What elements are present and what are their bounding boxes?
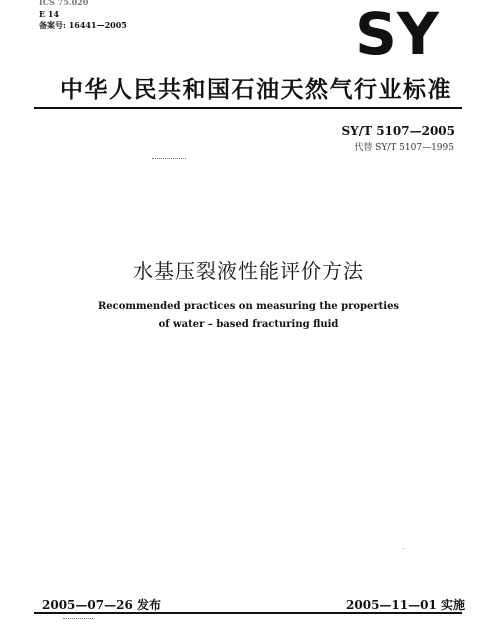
scan-speck <box>403 548 404 549</box>
classification-code: E 14 <box>39 9 60 19</box>
dotted-mark <box>152 158 186 159</box>
sy-logo <box>342 7 452 59</box>
standard-category-title: 中华人民共和国石油天然气行业标准 <box>60 77 452 103</box>
sy-logo-text: SY <box>355 7 439 59</box>
record-number: 备案号: 16441—2005 <box>39 20 127 30</box>
document-title-english-line-1: Recommended practices on measuring the properties <box>97 301 400 312</box>
replaces-standard: 代替 SY/T 5107—1995 <box>354 143 454 153</box>
issue-date: 2005—07—26 发布 <box>42 598 161 612</box>
standard-number: SY/T 5107—2005 <box>341 124 455 138</box>
implementation-date: 2005—11—01 实施 <box>346 598 465 612</box>
document-title-english-line-2: of water – based fracturing fluid <box>158 319 339 330</box>
dotted-mark-bottom <box>63 618 93 619</box>
top-rule <box>34 107 462 109</box>
bottom-rule <box>34 612 462 614</box>
document-title-chinese: 水基压裂液性能评价方法 <box>133 259 364 283</box>
ics-code: ICS 75.020 <box>39 0 89 7</box>
